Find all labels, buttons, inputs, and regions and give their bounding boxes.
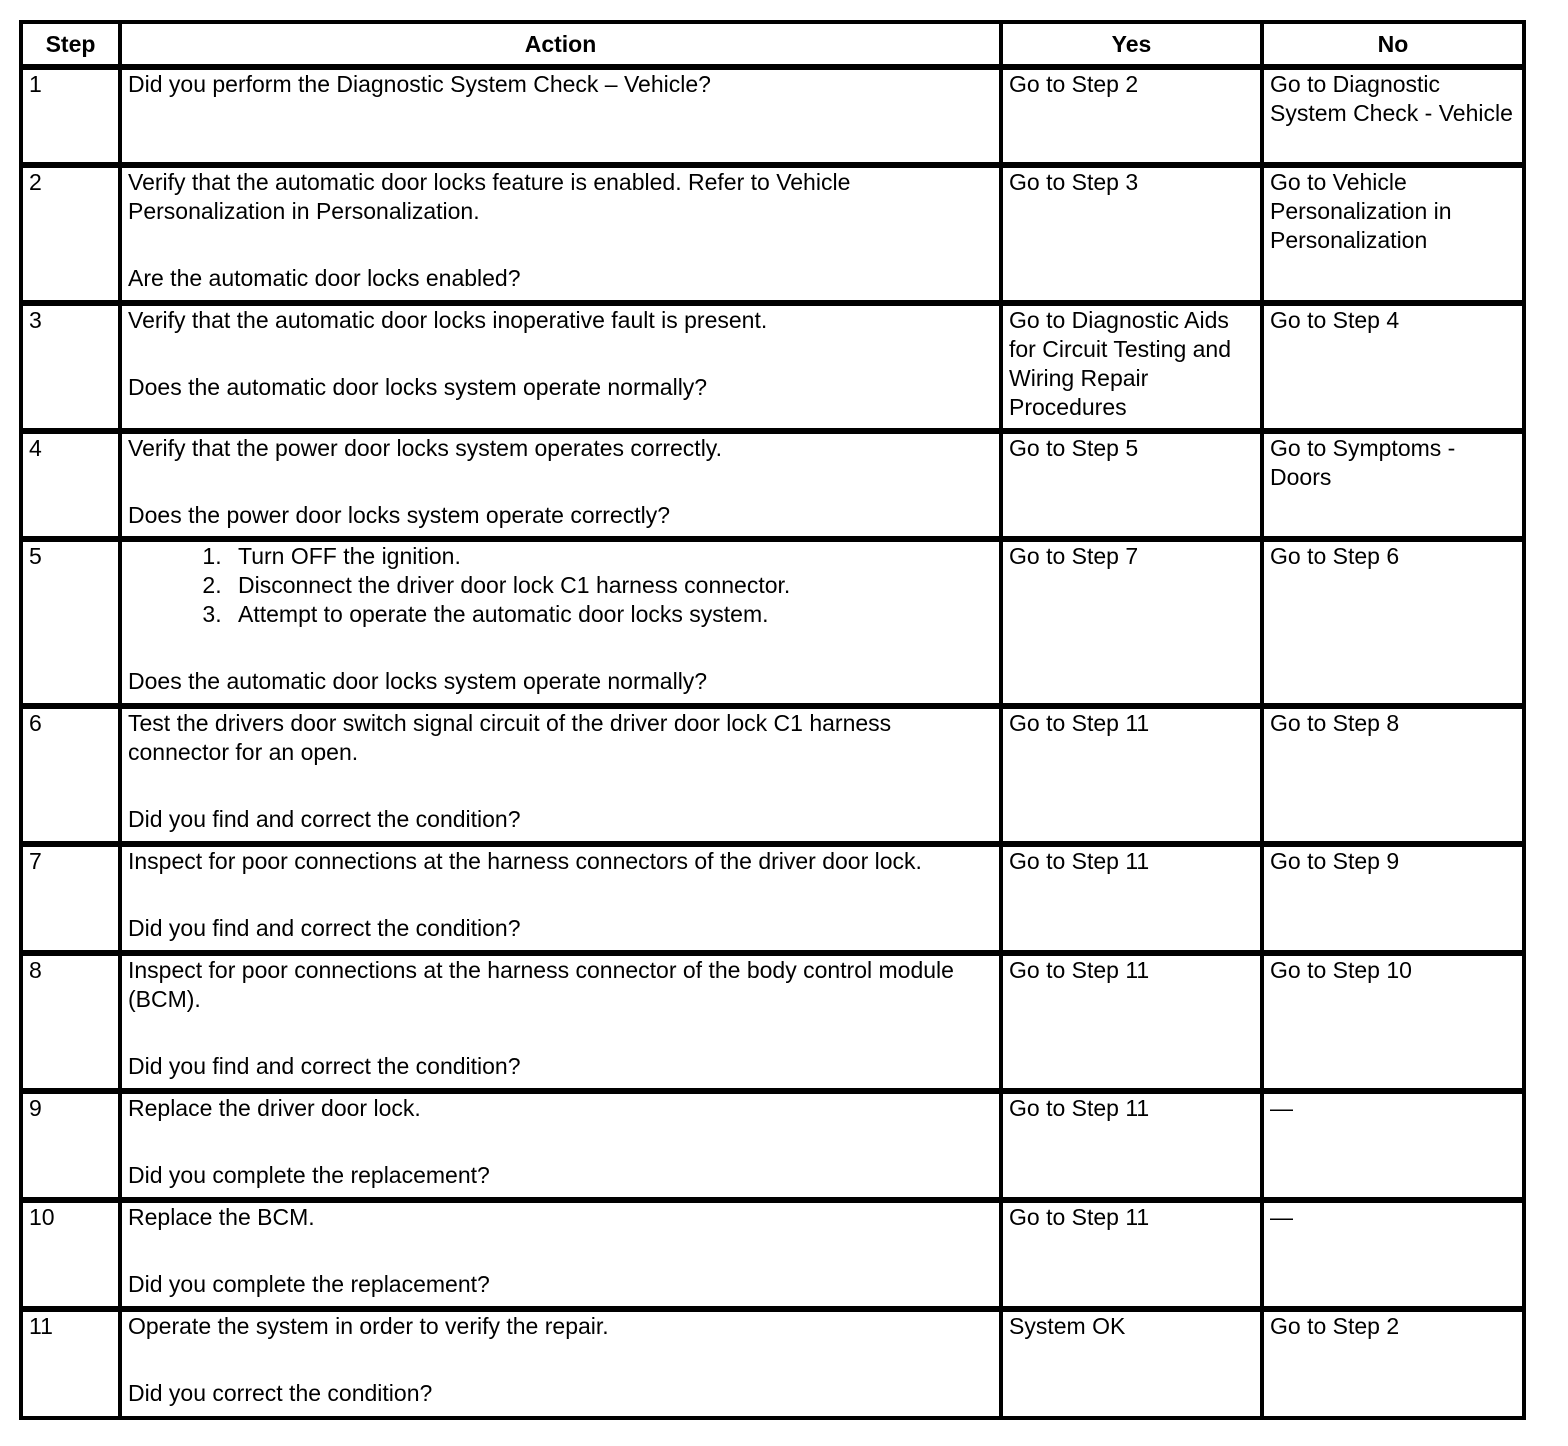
- action-text: Verify that the power door locks system operates correctly.: [128, 435, 722, 461]
- table-row: [21, 1310, 1524, 1418]
- yes-cell: System OK: [1001, 1310, 1262, 1418]
- table-row: [21, 707, 1524, 845]
- action-cell: [120, 304, 1001, 432]
- action-cell: [120, 1201, 1001, 1310]
- header-no: No: [1262, 22, 1524, 68]
- action-question: Did you complete the replacement?: [128, 1162, 490, 1188]
- action-cell: [120, 68, 1001, 166]
- header-yes: Yes: [1001, 22, 1262, 68]
- no-cell: Go to Symptoms - Doors: [1262, 432, 1524, 540]
- no-cell: Go to Step 10: [1262, 954, 1524, 1092]
- action-cell: [120, 845, 1001, 954]
- action-question: Did you find and correct the condition?: [128, 915, 521, 941]
- yes-cell: Go to Step 11: [1001, 707, 1262, 845]
- yes-cell: Go to Step 2: [1001, 68, 1262, 166]
- diagnostic-table: [19, 20, 1526, 1420]
- no-cell: Go to Step 4: [1262, 304, 1524, 432]
- table-row: [21, 540, 1524, 707]
- no-cell: Go to Step 2: [1262, 1310, 1524, 1418]
- step-number: 2: [21, 166, 120, 304]
- table-row: [21, 166, 1524, 304]
- step-number: 3: [21, 304, 120, 432]
- step-number: 8: [21, 954, 120, 1092]
- action-text: Operate the system in order to verify the repair.: [128, 1313, 609, 1339]
- step-number: 4: [21, 432, 120, 540]
- yes-cell: Go to Step 5: [1001, 432, 1262, 540]
- yes-cell: Go to Step 7: [1001, 540, 1262, 707]
- step-number: 7: [21, 845, 120, 954]
- action-cell: [120, 954, 1001, 1092]
- action-question: Did you complete the replacement?: [128, 1271, 490, 1297]
- action-text: Replace the driver door lock.: [128, 1095, 421, 1121]
- table-row: [21, 1201, 1524, 1310]
- table-row: [21, 845, 1524, 954]
- action-text: Inspect for poor connections at the harness connectors of the driver door lock.: [128, 848, 922, 874]
- action-question: Did you correct the condition?: [128, 1380, 433, 1406]
- action-question: Does the power door locks system operate correctly?: [128, 502, 671, 528]
- action-text: Verify that the automatic door locks inoperative fault is present.: [128, 307, 768, 333]
- action-question: Did you find and correct the condition?: [128, 806, 521, 832]
- step-number: 5: [21, 540, 120, 707]
- action-cell: [120, 432, 1001, 540]
- no-cell: Go to Vehicle Personalization in Personalization: [1262, 166, 1524, 304]
- action-text: Inspect for poor connections at the harness connector of the body control module (BCM).: [128, 957, 954, 1012]
- header-row: [21, 22, 1524, 68]
- action-question: Does the automatic door locks system operate normally?: [128, 374, 708, 400]
- action-cell: [120, 540, 1001, 707]
- action-cell: [120, 1092, 1001, 1201]
- action-question: Did you find and correct the condition?: [128, 1053, 521, 1079]
- step-number: 9: [21, 1092, 120, 1201]
- no-cell: —: [1262, 1092, 1524, 1201]
- action-text: Did you perform the Diagnostic System Check – Vehicle?: [128, 71, 711, 97]
- yes-cell: Go to Step 11: [1001, 845, 1262, 954]
- procedure-item: 2. Disconnect the driver door lock C1 harness connector.: [228, 571, 993, 600]
- action-text: Test the drivers door switch signal circuit of the driver door lock C1 harness connector for an open.: [128, 710, 892, 765]
- procedure-item: 3. Attempt to operate the automatic door locks system.: [228, 600, 993, 629]
- action-text: Verify that the automatic door locks feature is enabled. Refer to Vehicle Personalization in Personalization.: [128, 169, 851, 224]
- action-cell: [120, 707, 1001, 845]
- yes-cell: Go to Diagnostic Aids for Circuit Testing and Wiring Repair Procedures: [1001, 304, 1262, 432]
- yes-cell: Go to Step 11: [1001, 1201, 1262, 1310]
- step-number: 10: [21, 1201, 120, 1310]
- yes-cell: Go to Step 11: [1001, 954, 1262, 1092]
- yes-cell: Go to Step 3: [1001, 166, 1262, 304]
- action-cell: [120, 166, 1001, 304]
- no-cell: Go to Step 8: [1262, 707, 1524, 845]
- table-row: [21, 954, 1524, 1092]
- step-number: 1: [21, 68, 120, 166]
- table-row: [21, 432, 1524, 540]
- action-cell: [120, 1310, 1001, 1418]
- header-action: Action: [120, 22, 1001, 68]
- no-cell: Go to Diagnostic System Check - Vehicle: [1262, 68, 1524, 166]
- header-step: Step: [21, 22, 120, 68]
- action-question: Are the automatic door locks enabled?: [128, 265, 521, 291]
- no-cell: Go to Step 9: [1262, 845, 1524, 954]
- yes-cell: Go to Step 11: [1001, 1092, 1262, 1201]
- step-number: 6: [21, 707, 120, 845]
- table-row: [21, 68, 1524, 166]
- no-cell: Go to Step 6: [1262, 540, 1524, 707]
- step-number: 11: [21, 1310, 120, 1418]
- procedure-list: [128, 542, 993, 629]
- action-question: Does the automatic door locks system operate normally?: [128, 668, 708, 694]
- procedure-item: 1. Turn OFF the ignition.: [228, 542, 993, 571]
- no-cell: —: [1262, 1201, 1524, 1310]
- table-row: [21, 304, 1524, 432]
- action-text: Replace the BCM.: [128, 1204, 315, 1230]
- table-row: [21, 1092, 1524, 1201]
